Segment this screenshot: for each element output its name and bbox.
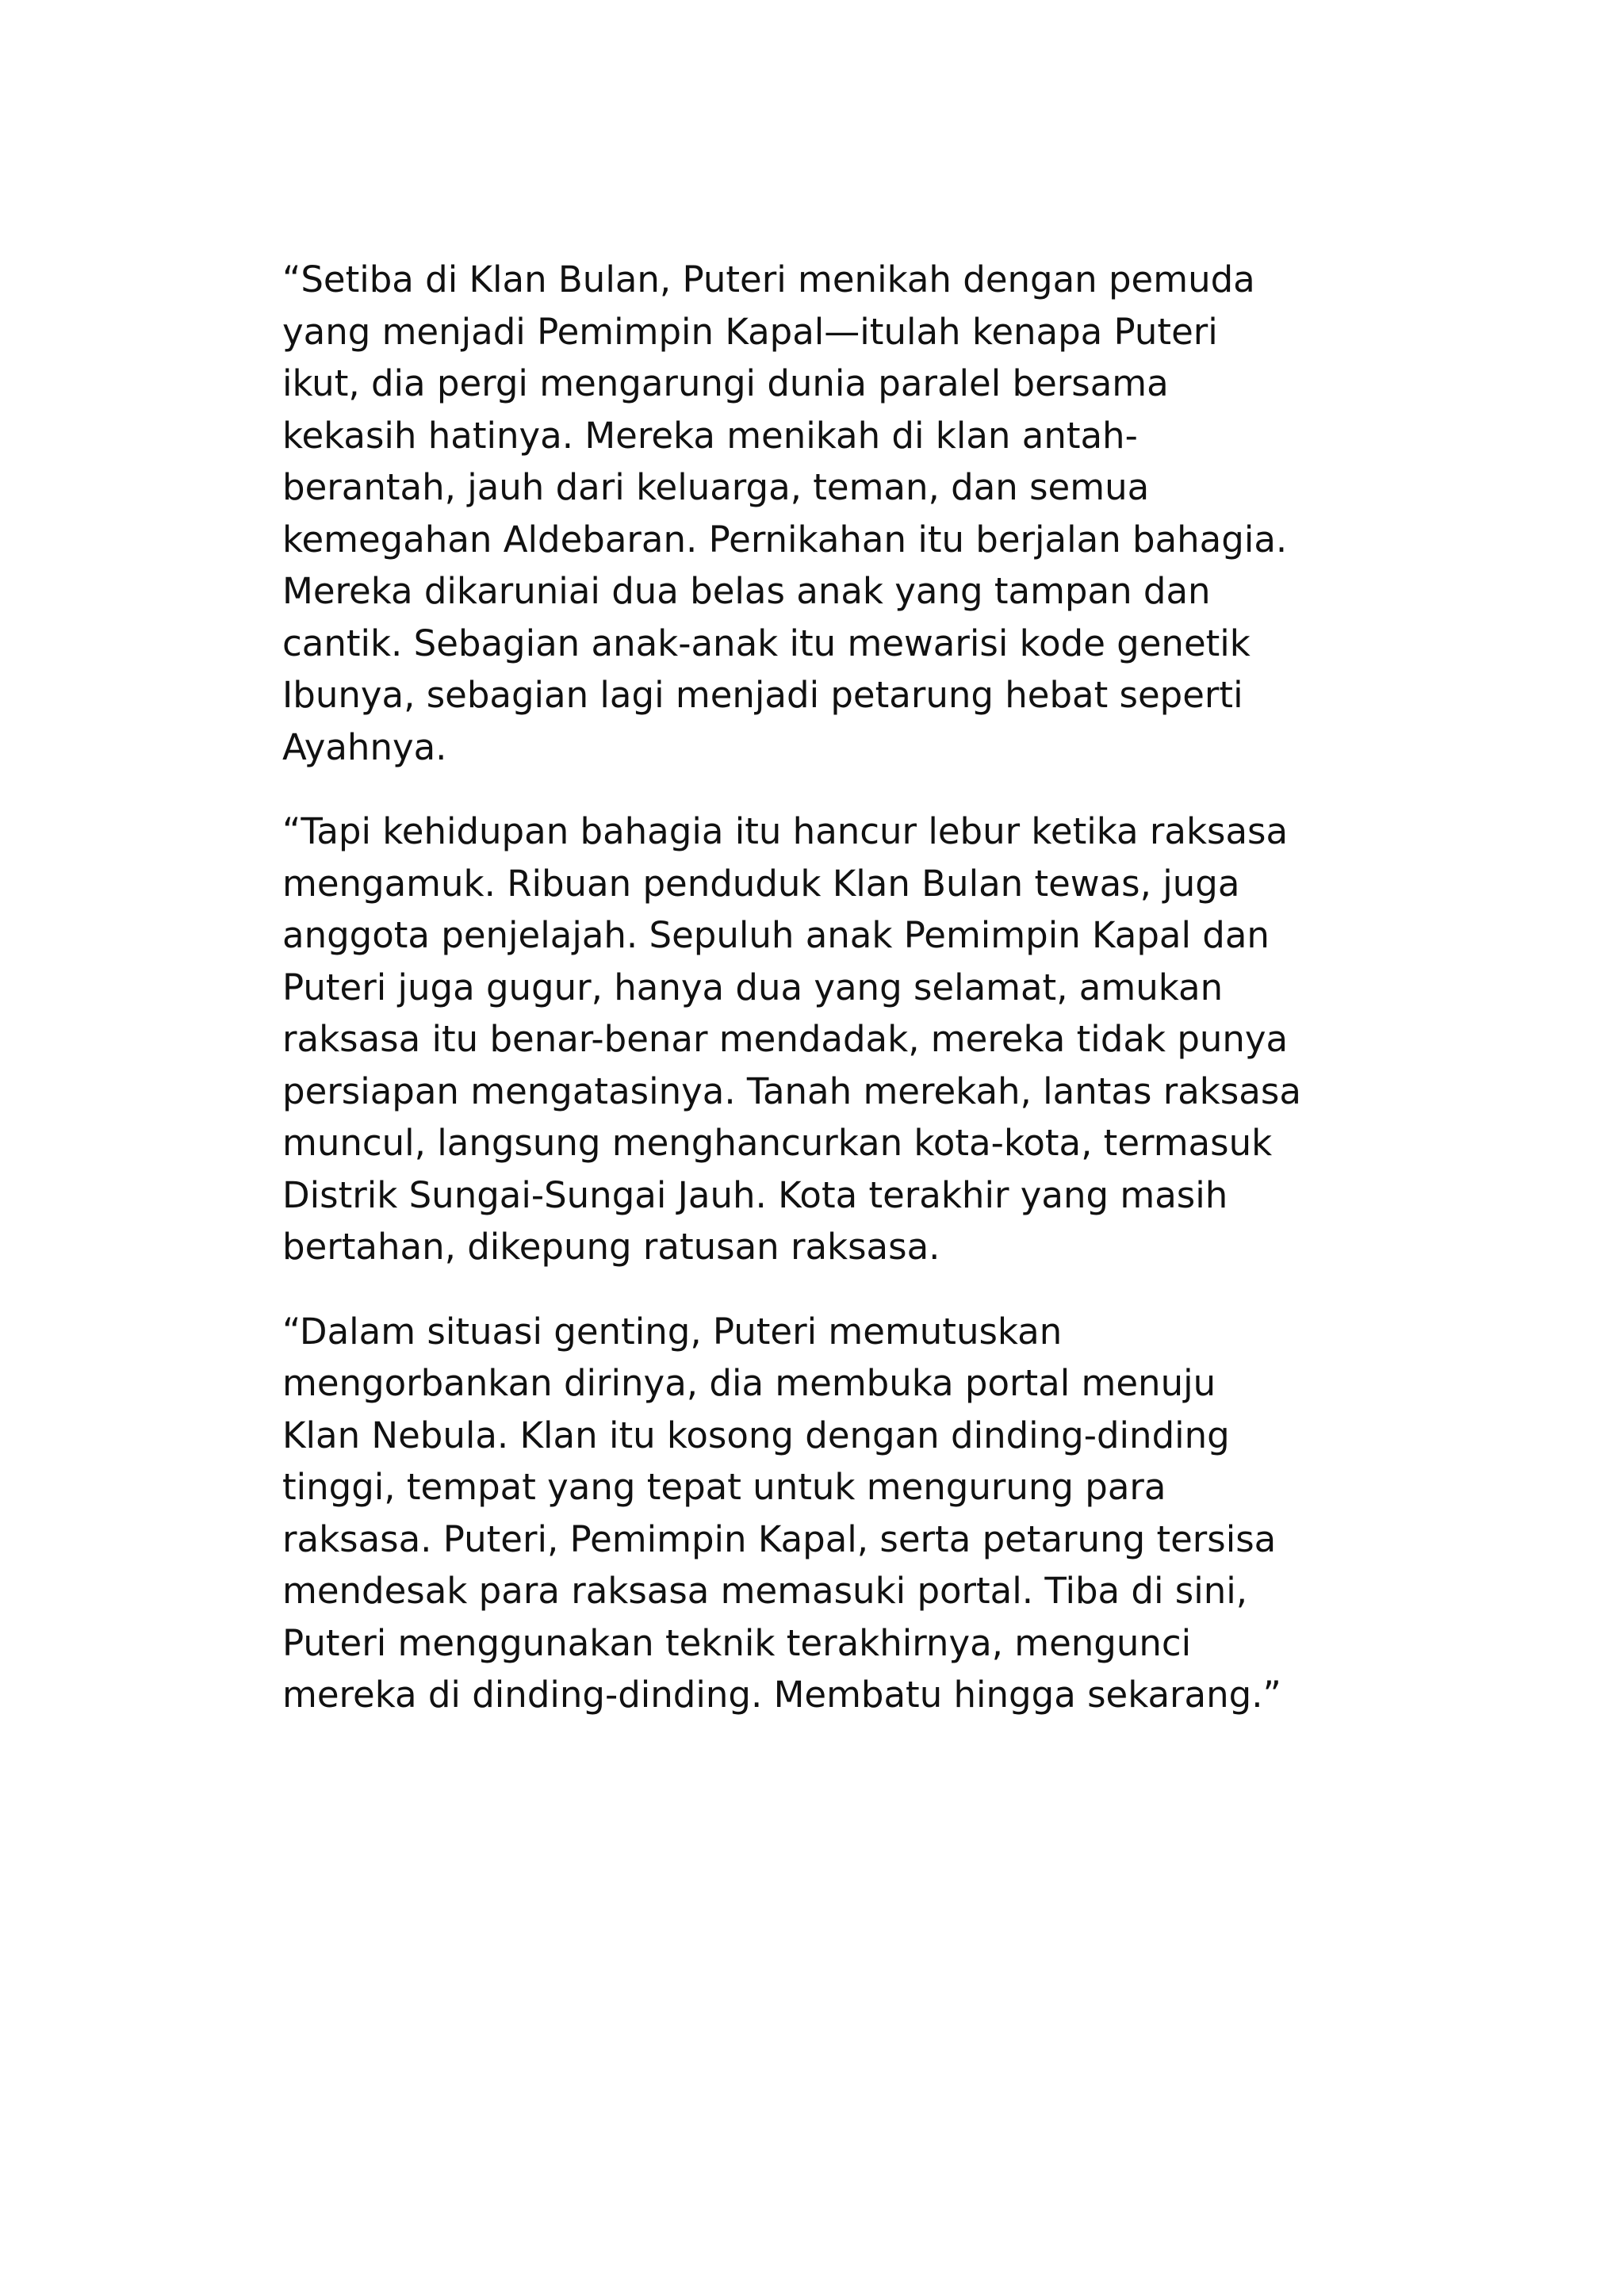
text-line: Distrik Sungai-Sungai Jauh. Kota terakhir yang masih	[282, 1173, 1228, 1216]
text-line: yang menjadi Pemimpin Kapal—itulah kenapa Puteri	[282, 310, 1218, 353]
text-line: mengamuk. Ribuan penduduk Klan Bulan tewas, juga	[282, 862, 1240, 905]
text-line: ikut, dia pergi mengarungi dunia paralel bersama	[282, 362, 1169, 404]
text-line: raksasa itu benar-benar mendadak, mereka tidak punya	[282, 1018, 1289, 1060]
text-line: muncul, langsung menghancurkan kota-kota, termasuk	[282, 1122, 1273, 1164]
text-line: “Tapi kehidupan bahagia itu hancur lebur ketika raksasa	[282, 810, 1289, 852]
paragraph-3	[282, 1306, 1408, 1721]
text-line: kemegahan Aldebaran. Pernikahan itu berjalan bahagia.	[282, 518, 1288, 561]
text-line: mereka di dinding-dinding. Membatu hingga sekarang.”	[282, 1674, 1281, 1716]
text-line: anggota penjelajah. Sepuluh anak Pemimpin Kapal dan	[282, 914, 1270, 956]
text-line: “Dalam situasi genting, Puteri memutuskan	[282, 1310, 1063, 1353]
paragraph-1	[282, 254, 1408, 773]
text-line: cantik. Sebagian anak-anak itu mewarisi kode genetik	[282, 622, 1251, 664]
text-line: Puteri menggunakan teknik terakhirnya, mengunci	[282, 1621, 1192, 1664]
text-line: “Setiba di Klan Bulan, Puteri menikah dengan pemuda	[282, 258, 1255, 300]
body-text	[282, 254, 1408, 1754]
text-line: bertahan, dikepung ratusan raksasa.	[282, 1226, 940, 1268]
text-line: Klan Nebula. Klan itu kosong dengan dinding-dinding	[282, 1414, 1230, 1456]
text-line: berantah, jauh dari keluarga, teman, dan semua	[282, 466, 1150, 508]
text-line: raksasa. Puteri, Pemimpin Kapal, serta petarung tersisa	[282, 1517, 1277, 1560]
text-line: persiapan mengatasinya. Tanah merekah, lantas raksasa	[282, 1070, 1301, 1112]
paragraph-2	[282, 806, 1408, 1273]
text-line: Puteri juga gugur, hanya dua yang selamat, amukan	[282, 966, 1224, 1008]
text-line: tinggi, tempat yang tepat untuk mengurung para	[282, 1466, 1166, 1508]
text-line: Ibunya, sebagian lagi menjadi petarung hebat seperti	[282, 674, 1243, 716]
text-line: mendesak para raksasa memasuki portal. Tiba di sini,	[282, 1570, 1248, 1612]
text-line: Ayahnya.	[282, 725, 447, 768]
text-line: kekasih hatinya. Mereka menikah di klan antah-	[282, 414, 1138, 457]
text-line: mengorbankan dirinya, dia membuka portal menuju	[282, 1362, 1216, 1404]
text-line: Mereka dikaruniai dua belas anak yang tampan dan	[282, 570, 1211, 612]
